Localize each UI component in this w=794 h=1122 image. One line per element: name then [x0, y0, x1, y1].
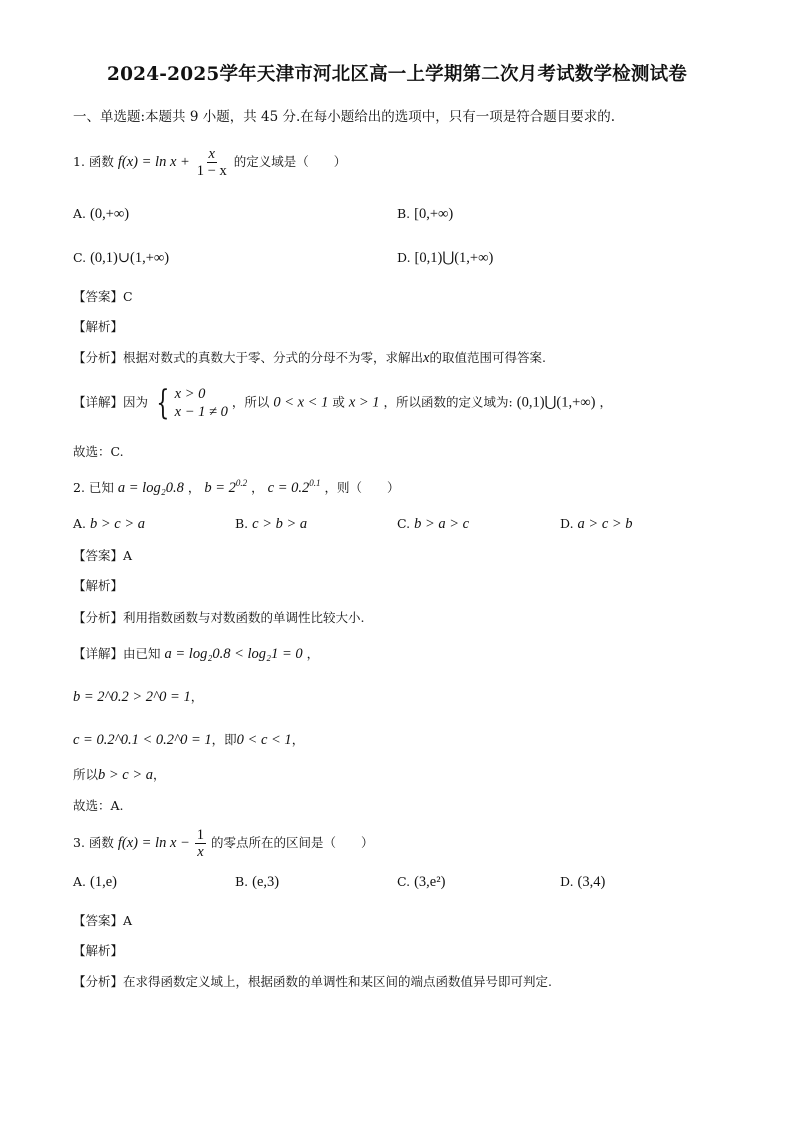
q2-suffix: ，则（ ） — [324, 480, 400, 495]
detail-math: b > c > a — [98, 767, 154, 783]
detail-math: b = 2^0.2 > 2^0 = 1 — [73, 689, 191, 705]
option-key: C. — [397, 874, 411, 889]
option-text: b > c > a — [90, 516, 146, 532]
q2-answer: 【答案】A — [73, 548, 133, 563]
fenxi-variable: x — [423, 350, 430, 366]
question-1-stem — [73, 146, 346, 179]
q2-conclusion — [73, 766, 166, 784]
detail-text: ， — [153, 767, 166, 782]
detail-math: 0 < x < 1 — [273, 394, 329, 411]
q2-option-d — [560, 515, 633, 533]
q3-fraction-denominator: x — [197, 844, 204, 860]
option-key: A. — [73, 516, 87, 531]
q2-option-b — [235, 515, 307, 533]
q3-option-a — [73, 873, 117, 891]
detail-text: ， — [599, 394, 612, 410]
q1-option-c — [73, 249, 169, 267]
detail-math: 0 < c < 1 — [236, 732, 292, 748]
system-row-2: x − 1 ≠ 0 — [174, 404, 228, 420]
q3-function-lhs: f(x) = ln x − — [117, 835, 190, 851]
q2-option-a — [73, 515, 145, 533]
option-text: b > a > c — [414, 516, 470, 532]
detail-math: x > 1 — [348, 394, 380, 411]
option-text: (1,e) — [90, 874, 117, 890]
option-key: C. — [73, 250, 87, 265]
option-text: (3,e²) — [414, 874, 446, 890]
q3-analysis-label: 【解析】 — [73, 943, 124, 958]
detail-text: ，所以 — [231, 394, 270, 410]
q1-fraction-numerator: x — [208, 146, 215, 162]
detail-text: ，即 — [211, 732, 237, 747]
option-text: [0,+∞) — [414, 206, 454, 222]
q2-a-definition: a = log₂0.8 — [117, 480, 184, 496]
detail-text: ， — [190, 689, 204, 704]
detail-text: ， — [306, 646, 320, 661]
q3-option-b — [235, 873, 279, 891]
q3-prefix: 3. 函数 — [73, 835, 114, 850]
option-key: B. — [235, 874, 249, 889]
page-title: 2024-2025学年天津市河北区高一上学期第二次月考试数学检测试卷 — [107, 64, 687, 85]
q2-choice: 故选：A. — [73, 798, 124, 813]
question-3-stem — [73, 827, 374, 860]
detail-math: (0,1)⋃(1,+∞) — [516, 394, 596, 411]
q1-fraction — [195, 146, 229, 179]
q1-option-d — [397, 249, 493, 267]
detail-text: 【详解】由已知 — [73, 646, 161, 661]
option-key: A. — [73, 874, 87, 889]
option-key: B. — [235, 516, 249, 531]
q1-choice: 故选：C. — [73, 444, 124, 459]
q2-prefix: 2. 已知 — [73, 480, 114, 495]
q3-fraction-numerator: 1 — [196, 827, 205, 843]
detail-text: 【详解】因为 — [73, 394, 149, 410]
q2-sep: ， — [187, 480, 201, 495]
q2-sep: ， — [251, 480, 264, 495]
option-key: D. — [560, 874, 574, 889]
detail-text: 或 — [332, 394, 345, 410]
q1-answer: 【答案】C — [73, 289, 133, 304]
q1-fenxi — [73, 349, 546, 367]
option-key: A. — [73, 206, 87, 221]
q1-function-lhs: f(x) = ln x + — [117, 154, 190, 170]
option-text: (e,3) — [252, 874, 280, 890]
q3-answer: 【答案】A — [73, 913, 133, 928]
option-key: D. — [560, 516, 574, 531]
q1-prefix: 1. 函数 — [73, 154, 114, 169]
q2-b-definition: $b = 2^{0.2}$ — [204, 478, 248, 496]
option-key: D. — [397, 250, 411, 265]
option-text: (0,1)∪(1,+∞) — [90, 250, 170, 266]
q2-analysis-label: 【解析】 — [73, 578, 124, 593]
option-text: a > c > b — [577, 516, 633, 532]
brace-symbol: { — [156, 383, 170, 423]
q3-fenxi: 【分析】在求得函数定义域上，根据函数的单调性和某区间的端点函数值异号即可判定. — [73, 974, 552, 989]
fenxi-text: 【分析】根据对数式的真数大于零、分式的分母不为零，求解出 — [73, 350, 424, 365]
q1-option-b — [397, 205, 453, 223]
fenxi-text-end: 的取值范围可得答案. — [429, 350, 546, 365]
detail-text: ， — [291, 732, 305, 747]
q2-detail — [73, 645, 319, 663]
q2-line-c — [73, 731, 304, 749]
option-key: C. — [397, 516, 411, 531]
q1-suffix: 的定义域是（ ） — [233, 154, 347, 169]
q2-fenxi: 【分析】利用指数函数与对数函数的单调性比较大小. — [73, 610, 365, 625]
q2-c-definition: $c = 0.2^{0.1}$ — [267, 478, 321, 496]
q1-option-a — [73, 205, 129, 223]
option-text: (0,+∞) — [90, 206, 130, 222]
system-row-1: x > 0 — [174, 386, 206, 402]
q1-analysis-label: 【解析】 — [73, 319, 124, 334]
q2-line-b — [73, 688, 203, 706]
option-key: B. — [397, 206, 411, 221]
q1-detail — [73, 385, 612, 421]
q3-suffix: 的零点所在的区间是（ ） — [211, 835, 374, 850]
equation-system — [152, 385, 228, 421]
q1-fraction-denominator: 1 − x — [196, 163, 227, 179]
q3-option-c — [397, 873, 445, 891]
option-text: c > b > a — [252, 516, 308, 532]
detail-math: c = 0.2^0.1 < 0.2^0 = 1 — [73, 732, 212, 748]
detail-text: 所以 — [73, 767, 99, 782]
detail-text: ，所以函数的定义域为: — [383, 394, 513, 410]
option-text: (3,4) — [577, 874, 606, 890]
q3-option-d — [560, 873, 605, 891]
q3-fraction — [195, 827, 206, 860]
question-2-stem — [73, 479, 400, 497]
detail-math: a = log₂0.8 < log₂1 = 0 — [164, 646, 303, 662]
section-header: 一、单选题:本题共 9 小题，共 45 分.在每小题给出的选项中，只有一项是符合题目要求的. — [73, 109, 616, 125]
q2-option-c — [397, 515, 469, 533]
option-text: [0,1)⋃(1,+∞) — [414, 250, 494, 266]
